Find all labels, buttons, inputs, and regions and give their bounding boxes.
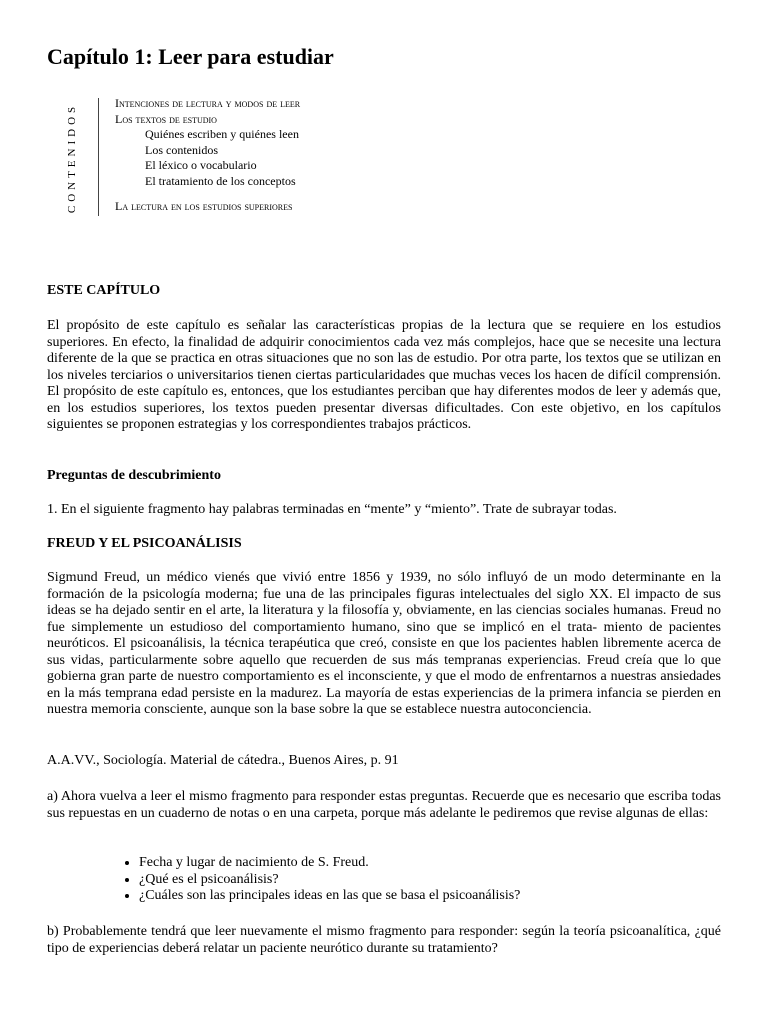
toc-item: Los textos de estudio — [115, 111, 217, 126]
toc-subitem: Los contenidos — [145, 142, 218, 157]
question-a-bullets — [47, 855, 721, 905]
toc-subitem: El tratamiento de los conceptos — [145, 173, 296, 188]
chapter-title: Capítulo 1: Leer para estudiar — [47, 44, 334, 69]
list-item: • Fecha y lugar de nacimiento de S. Freud. — [139, 855, 721, 872]
table-of-contents — [47, 96, 721, 220]
toc-subitem: El léxico o vocabulario — [145, 158, 257, 172]
toc-divider — [98, 98, 99, 216]
toc-item: Intenciones de lectura y modos de leer — [115, 96, 301, 110]
toc-vertical-label: CONTENIDOS — [66, 102, 78, 214]
section-heading-este-capitulo: ESTE CAPÍTULO — [47, 283, 161, 298]
este-capitulo-paragraph: El propósito de este capítulo es señalar las características propias de la lectura que se requiere en los estudios superiores. En efecto, la finalidad de adquirir conocimientos cada vez más complejos, hace que se necesite una lectura diferente de la que se practica en otras situaciones que no son las de estudio. Por otra parte, los textos que se utilizan en los niveles terciarios o universitarios tienen ciertas particularidades que muchas veces los hacen de difícil comprensión. El propósito de este capítulo es, entonces, que los estudiantes perciban que hay diferentes modos de leer y además que, en los estudios superiores, los textos pueden presentar diversas dificultades. Con este objetivo, en los capítulos siguientes se proponen estrategias y los correspondientes trabajos prácticos. — [47, 318, 721, 432]
pregunta-1: 1. En el siguiente fragmento hay palabras terminadas en “mente” y “miento”. Trate de subrayar todas. — [47, 502, 617, 517]
list-item: • ¿Cuáles son las principales ideas en las que se basa el psicoanálisis? — [139, 888, 721, 905]
toc-list — [115, 96, 515, 215]
freud-heading: FREUD Y EL PSICOANÁLISIS — [47, 536, 242, 551]
bullet-list — [47, 855, 721, 905]
list-item: • ¿Qué es el psicoanálisis? — [139, 872, 721, 889]
toc-subitem: Quiénes escriben y quiénes leen — [145, 127, 299, 141]
freud-paragraph: Sigmund Freud, un médico vienés que vivió entre 1856 y 1939, no sólo influyó de un modo determinante en la formación de la psicología moderna; fue una de las principales figuras intelectuales del siglo XX. El impacto de sus ideas se ha dejado sentir en el arte, la literatura y la filosofía y, obviamente, en las ciencias sociales humanas. Freud no fue simplemente un estudioso del comportamiento humano, sino que se implicó en el trata- miento de pacientes neuróticos. El psicoanálisis, la técnica terapéutica que creó, consiste en que los pacientes hablen libremente acerca de sus vidas, particularmente sobre aquello que recuerden de sus más tempranas experiencias. Freud creía que lo que gobierna gran parte de nuestro comportamiento es el inconsciente, y que el modo de enfrentarnos a nuestras ansiedades en la más temprana edad persiste en la madurez. La mayoría de estas experiencias de la primera infancia se pierden en nuestra memoria consciente, aunque son la base sobre la que se establece nuestra autoconciencia. — [47, 570, 721, 717]
question-b-text: b) Probablemente tendrá que leer nuevamente el mismo fragmento para responder: según la teoría psicoanalítica, ¿qué tipo de experiencias deberá relatar un paciente neurótico durante su tratamiento? — [47, 924, 721, 956]
question-a-text: a) Ahora vuelva a leer el mismo fragmento para responder estas preguntas. Recuerde que es necesario que escriba todas sus repuestas en un cuaderno de notas o en una carpeta, porque más adelante le pediremos que revise algunas de ellas: — [47, 789, 721, 821]
citation: A.A.VV., Sociología. Material de cátedra., Buenos Aires, p. 91 — [47, 753, 399, 768]
toc-item: La lectura en los estudios superiores — [115, 199, 293, 213]
preguntas-heading: Preguntas de descubrimiento — [47, 468, 221, 483]
